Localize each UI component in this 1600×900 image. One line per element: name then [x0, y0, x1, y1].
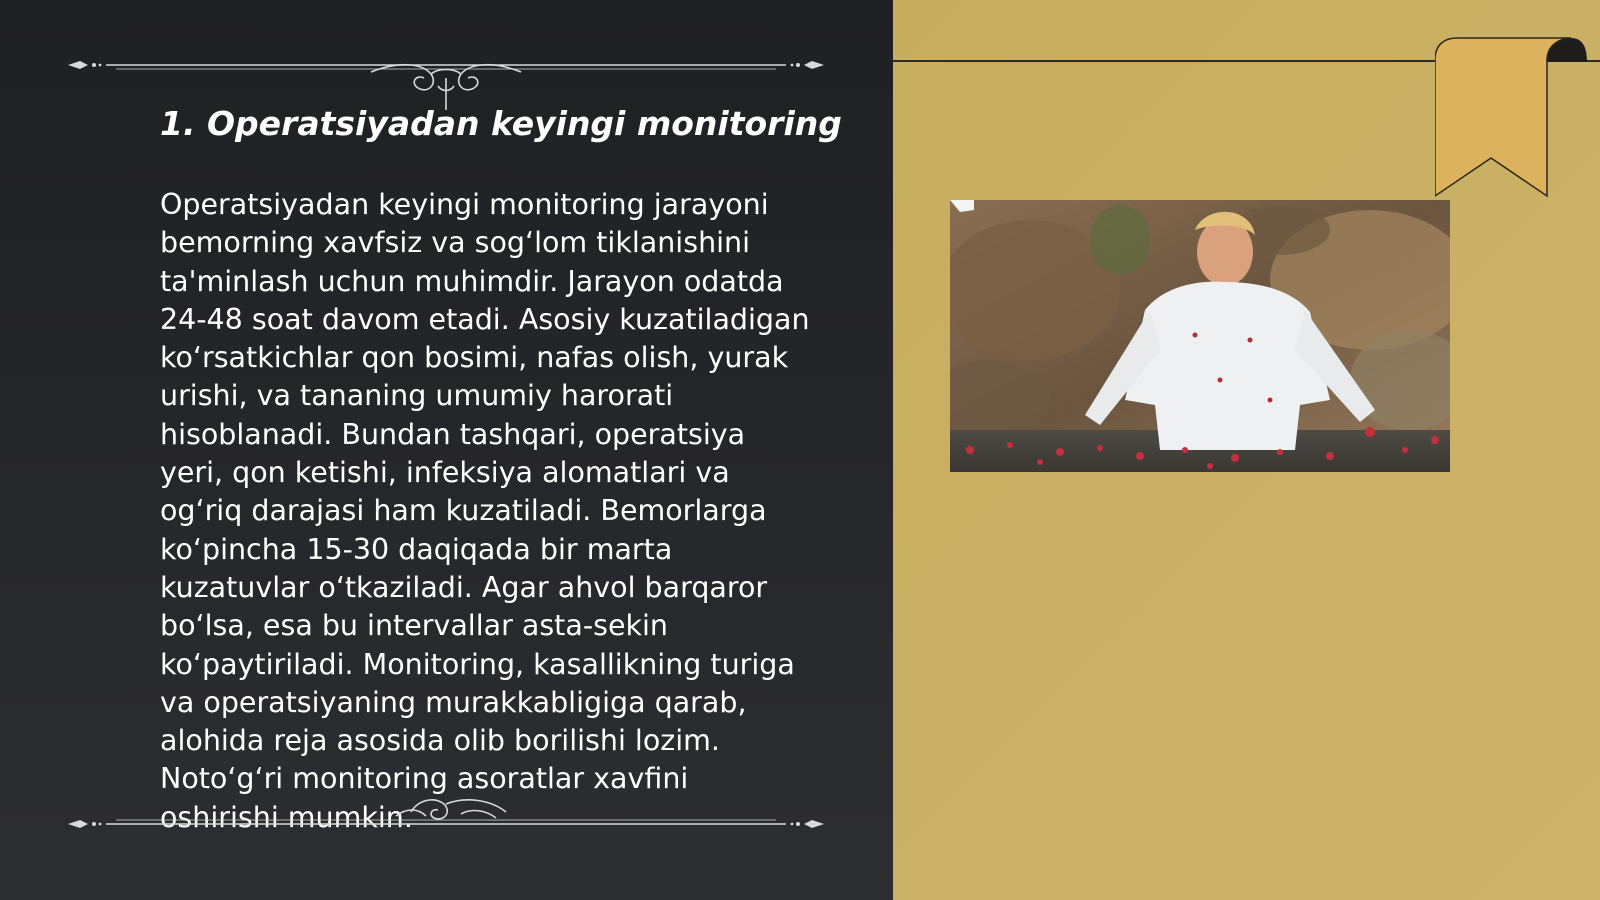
body-line: oshirishi mumkin. [160, 800, 413, 834]
scroll-ornament-icon [66, 782, 826, 842]
slide-photo [950, 200, 1450, 472]
body-line: 24-48 soat davom etadi. Asosiy kuzatiladigan [160, 302, 810, 336]
body-line: va operatsiyaning murakkabligiga qarab, [160, 685, 747, 719]
body-line: bemorning xavfsiz va sog‘lom tiklanishini [160, 226, 751, 260]
body-line: Noto‘g‘ri monitoring asoratlar xavfini [160, 762, 689, 796]
body-line: kuzatuvlar o‘tkaziladi. Agar ahvol barqaror [160, 570, 768, 604]
ribbon-bookmark-icon [1435, 36, 1587, 200]
body-line: ta'minlash uchun muhimdir. Jarayon odatda [160, 264, 784, 298]
body-line: urishi, va tananing umumiy harorati [160, 379, 674, 413]
person-in-water-photo-icon [950, 200, 1450, 472]
body-line: Operatsiyadan keyingi monitoring jarayoni [160, 188, 769, 221]
body-line: og‘riq darajasi ham kuzatiladi. Bemorlarga [160, 494, 767, 528]
body-line: hisoblanadi. Bundan tashqari, operatsiya [160, 417, 746, 451]
body-line: ko‘rsatkichlar qon bosimi, nafas olish, yurak [160, 341, 789, 375]
body-line: alohida reja asosida olib borilishi lozim. [160, 724, 720, 758]
body-line: ko‘pincha 15-30 daqiqada bir marta [160, 532, 673, 566]
body-paragraph [160, 186, 835, 837]
scroll-ornament-icon [66, 52, 826, 112]
body-line: bo‘lsa, esa bu intervallar asta-sekin [160, 609, 668, 643]
body-line: yeri, qon ketishi, infeksiya alomatlari va [160, 456, 730, 490]
body-line: ko‘paytiriladi. Monitoring, kasallikning turiga [160, 647, 795, 681]
slide-title: 1. Operatsiyadan keyingi monitoring [160, 104, 842, 143]
